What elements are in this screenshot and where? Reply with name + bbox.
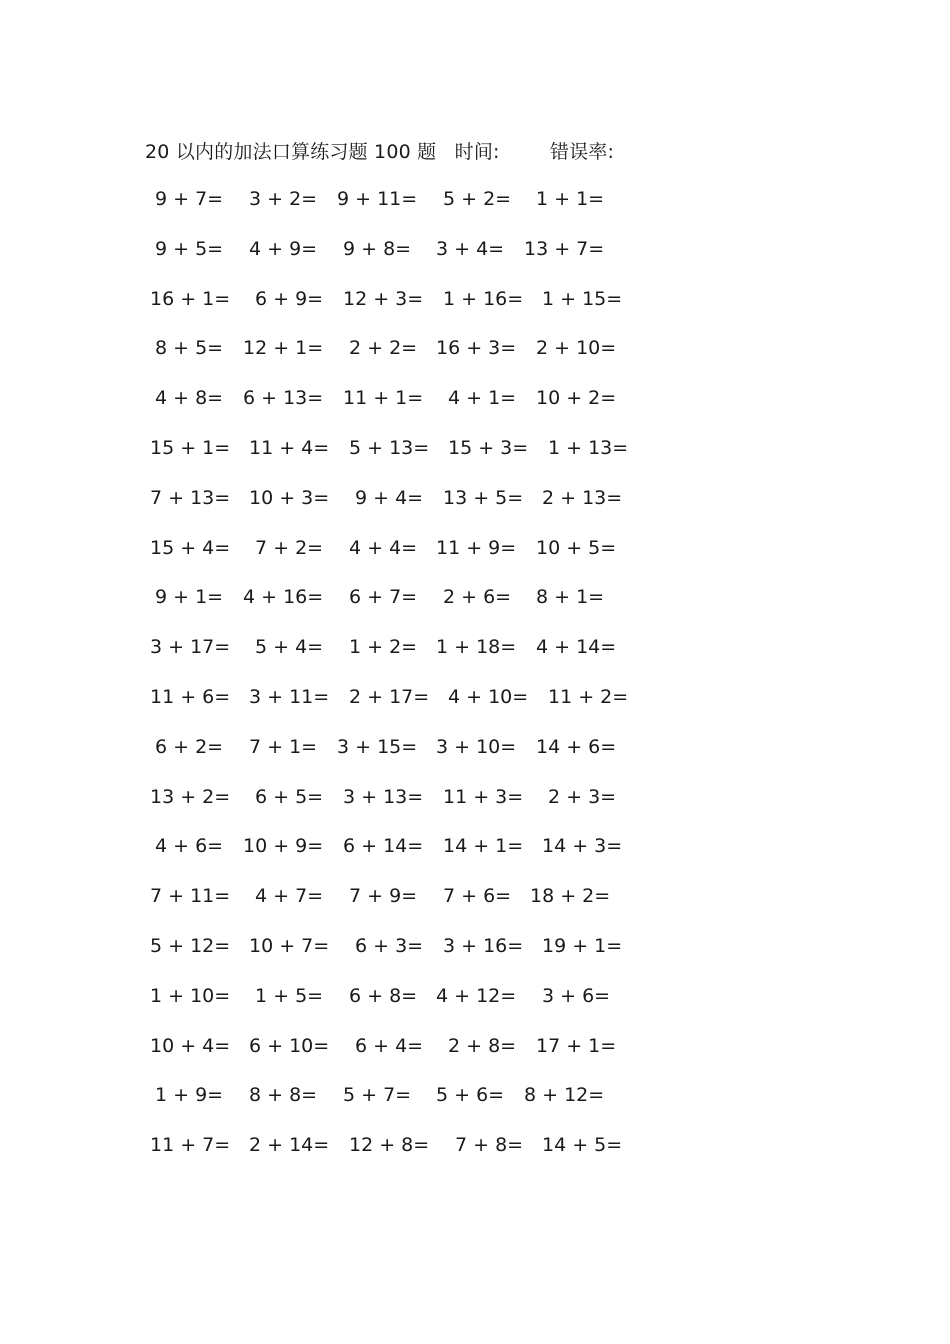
addition-problem: 1 + 18= [436,636,517,659]
addition-problem: 6 + 14= [343,835,424,858]
addition-problem: 11 + 4= [249,436,330,459]
addition-problem: 1 + 2= [349,636,418,659]
addition-problem: 7 + 8= [455,1134,524,1157]
addition-problem: 5 + 2= [443,188,512,210]
addition-problem: 3 + 16= [443,934,524,957]
addition-problem: 1 + 13= [548,436,629,459]
problem-row [0,335,950,385]
addition-problem: 9 + 4= [355,486,424,509]
addition-problem: 9 + 5= [155,237,224,260]
addition-problem: 16 + 3= [436,337,517,360]
addition-problem: 8 + 1= [536,586,605,609]
addition-problem: 11 + 1= [343,387,424,410]
addition-problem: 3 + 15= [337,735,418,758]
addition-problem: 10 + 9= [243,835,324,858]
addition-problem: 5 + 7= [343,1084,412,1107]
addition-problem: 17 + 1= [536,1034,617,1057]
addition-problem: 14 + 3= [542,835,623,858]
problem-row [0,584,950,634]
addition-problem: 3 + 4= [436,237,505,260]
addition-problem: 4 + 16= [243,586,324,609]
addition-problem: 7 + 9= [349,885,418,908]
addition-problem: 4 + 10= [448,685,529,708]
addition-problem: 2 + 17= [349,685,430,708]
addition-problem: 1 + 16= [443,287,524,310]
addition-problem: 7 + 13= [150,486,231,509]
addition-problem: 5 + 12= [150,934,231,957]
addition-problem: 10 + 3= [249,486,330,509]
addition-problem: 14 + 5= [542,1134,623,1157]
problem-row [0,435,950,485]
addition-problem: 2 + 14= [249,1134,330,1157]
error-rate-label: 错误率: [549,141,615,163]
addition-problem: 7 + 11= [150,885,231,908]
problem-row [0,833,950,883]
problem-row [0,684,950,734]
addition-problem: 3 + 17= [150,636,231,659]
addition-problem: 13 + 5= [443,486,524,509]
addition-problem: 14 + 6= [536,735,617,758]
addition-problem: 1 + 1= [536,188,605,210]
addition-problem: 11 + 6= [150,685,231,708]
addition-problem: 4 + 7= [255,885,324,908]
problem-row [0,983,950,1033]
addition-problem: 6 + 7= [349,586,418,609]
problem-row [0,933,950,983]
addition-problem: 3 + 10= [436,735,517,758]
addition-problem: 19 + 1= [542,934,623,957]
addition-problem: 1 + 10= [150,984,231,1007]
addition-problem: 9 + 8= [343,237,412,260]
addition-problem: 1 + 5= [255,984,324,1007]
problem-row [0,236,950,286]
addition-problem: 10 + 2= [536,387,617,410]
addition-problem: 18 + 2= [530,885,611,908]
addition-problem: 4 + 14= [536,636,617,659]
addition-problem: 3 + 2= [249,188,318,210]
problem-grid [0,186,950,1182]
addition-problem: 11 + 9= [436,536,517,559]
time-label: 时间: [454,141,500,163]
problem-row [0,1082,950,1132]
addition-problem: 5 + 4= [255,636,324,659]
addition-problem: 8 + 8= [249,1084,318,1107]
addition-problem: 8 + 5= [155,337,224,360]
problem-row [0,286,950,336]
addition-problem: 10 + 5= [536,536,617,559]
addition-problem: 2 + 8= [448,1034,517,1057]
addition-problem: 11 + 2= [548,685,629,708]
addition-problem: 2 + 3= [548,785,617,808]
addition-problem: 4 + 12= [436,984,517,1007]
addition-problem: 6 + 2= [155,735,224,758]
addition-problem: 1 + 9= [155,1084,224,1107]
addition-problem: 15 + 4= [150,536,231,559]
addition-problem: 6 + 4= [355,1034,424,1057]
problem-row [0,784,950,834]
addition-problem: 8 + 12= [524,1084,605,1107]
problem-row [0,734,950,784]
addition-problem: 6 + 8= [349,984,418,1007]
addition-problem: 1 + 15= [542,287,623,310]
problem-row [0,485,950,535]
addition-problem: 12 + 1= [243,337,324,360]
addition-problem: 3 + 6= [542,984,611,1007]
addition-problem: 4 + 6= [155,835,224,858]
addition-problem: 4 + 4= [349,536,418,559]
addition-problem: 2 + 10= [536,337,617,360]
addition-problem: 7 + 6= [443,885,512,908]
addition-problem: 15 + 1= [150,436,231,459]
addition-problem: 6 + 9= [255,287,324,310]
addition-problem: 2 + 2= [349,337,418,360]
addition-problem: 4 + 8= [155,387,224,410]
addition-problem: 2 + 13= [542,486,623,509]
addition-problem: 12 + 3= [343,287,424,310]
addition-problem: 9 + 1= [155,586,224,609]
addition-problem: 15 + 3= [448,436,529,459]
addition-problem: 2 + 6= [443,586,512,609]
worksheet-header [145,137,614,164]
addition-problem: 10 + 7= [249,934,330,957]
worksheet-title: 20 以内的加法口算练习题 100 题 [145,141,437,163]
addition-problem: 13 + 2= [150,785,231,808]
addition-problem: 4 + 1= [448,387,517,410]
addition-problem: 6 + 3= [355,934,424,957]
addition-problem: 7 + 2= [255,536,324,559]
addition-problem: 3 + 13= [343,785,424,808]
addition-problem: 6 + 10= [249,1034,330,1057]
problem-row [0,186,950,236]
addition-problem: 10 + 4= [150,1034,231,1057]
problem-row [0,883,950,933]
addition-problem: 13 + 7= [524,237,605,260]
addition-problem: 5 + 13= [349,436,430,459]
addition-problem: 16 + 1= [150,287,231,310]
addition-problem: 7 + 1= [249,735,318,758]
addition-problem: 3 + 11= [249,685,330,708]
problem-row [0,385,950,435]
problem-row [0,535,950,585]
addition-problem: 6 + 5= [255,785,324,808]
addition-problem: 11 + 3= [443,785,524,808]
problem-row [0,1132,950,1182]
addition-problem: 11 + 7= [150,1134,231,1157]
addition-problem: 9 + 7= [155,188,224,210]
addition-problem: 6 + 13= [243,387,324,410]
addition-problem: 9 + 11= [337,188,418,210]
addition-problem: 5 + 6= [436,1084,505,1107]
addition-problem: 12 + 8= [349,1134,430,1157]
problem-row [0,1033,950,1083]
addition-problem: 4 + 9= [249,237,318,260]
problem-row [0,634,950,684]
addition-problem: 14 + 1= [443,835,524,858]
